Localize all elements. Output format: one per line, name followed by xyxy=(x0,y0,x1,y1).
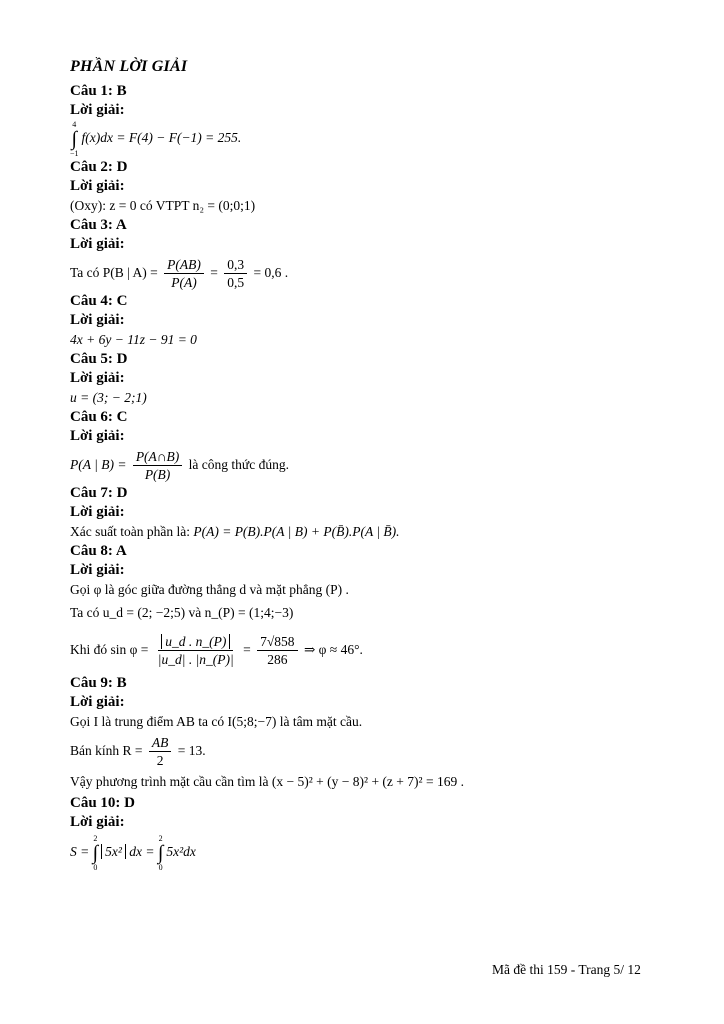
integral-sign: 4 ∫ −1 xyxy=(70,120,79,158)
question-10-solution: S = 2 ∫ 0 5x² dx = 2 ∫ 0 5x²dx xyxy=(70,833,196,872)
question-8-title: Câu 8: A xyxy=(70,543,127,559)
integral-sign: 2 ∫ 0 xyxy=(92,833,99,872)
question-7-solution-label: Lời giải: xyxy=(70,504,125,520)
fraction: $\frac{P(A\cap B)}{P(B)}$ xyxy=(133,448,182,483)
question-6-title: Câu 6: C xyxy=(70,409,128,425)
question-9-title: Câu 9: B xyxy=(70,675,127,691)
question-6-solution-label: Lời giải: xyxy=(70,428,125,444)
page-footer: Mã đề thi 159 - Trang 5/ 12 xyxy=(492,962,641,977)
fraction: $\frac{7√858}{286}$ xyxy=(257,633,297,668)
question-4-solution: 4x + 6y − 11z − 91 = 0 xyxy=(70,332,197,347)
integral-sign: 2 ∫ 0 xyxy=(157,833,164,872)
section-title: PHẦN LỜI GIẢI xyxy=(70,58,188,75)
question-5-solution: u = (3; − 2;1) xyxy=(70,390,147,405)
question-9-line-3: Vậy phương trình mặt cầu cần tìm là (x − 5)² + (y − 8)² + (z + 7)² = 169 . xyxy=(70,774,464,789)
question-4-title: Câu 4: C xyxy=(70,293,128,309)
question-8-line-2: Ta có u_d = (2; −2;5) và n_(P) = (1;4;−3) xyxy=(70,605,294,620)
fraction: $\frac{u\_d . n\_(P)}{|u\_d| . |n\_(P)|}$ xyxy=(157,634,234,668)
fraction: $\frac{0,3}{0,5}$ xyxy=(224,256,247,291)
question-2-title: Câu 2: D xyxy=(70,159,128,175)
question-7-solution: Xác suất toàn phần là: P(A) = P(B).P(A | B) + P(B̄).P(A | B̄). xyxy=(70,524,400,539)
question-5-solution-label: Lời giải: xyxy=(70,370,125,386)
question-1-solution: 4 ∫ −1 f(x)dx = F(4) − F(−1) = 255. xyxy=(70,120,242,158)
question-10-title: Câu 10: D xyxy=(70,795,136,811)
question-9-line-1: Gọi I là trung điểm AB ta có I(5;8;−7) là tâm mặt cầu. xyxy=(70,714,363,729)
fraction: $\frac{AB}{2}$ xyxy=(149,734,172,769)
question-9-solution-label: Lời giải: xyxy=(70,694,125,710)
question-2-solution: (Oxy): z = 0 có VTPT n₂ = (0;0;1) xyxy=(70,198,256,213)
question-6-solution: P(A | B) = $\frac{P(A\cap B)}{P(B)}$ là công thức đúng. xyxy=(70,449,289,483)
question-3-title: Câu 3: A xyxy=(70,217,127,233)
question-7-title: Câu 7: D xyxy=(70,485,128,501)
question-9-line-2: Bán kính R = $\frac{AB}{2}$ = 13. xyxy=(70,735,206,769)
question-3-solution-label: Lời giải: xyxy=(70,236,125,252)
question-5-title: Câu 5: D xyxy=(70,351,128,367)
question-8-line-1: Gọi φ là góc giữa đường thẳng d và mặt phẳng (P) . xyxy=(70,582,349,597)
fraction: $\frac{P(AB)}{P(A)}$ xyxy=(164,256,204,291)
question-8-solution-label: Lời giải: xyxy=(70,562,125,578)
question-3-solution: Ta có P(B | A) = $\frac{P(AB)}{P(A)}$ = $\frac{0,3}{0,5}$ = 0,6 . xyxy=(70,257,289,291)
solutions-content xyxy=(70,58,670,872)
question-2-solution-label: Lời giải: xyxy=(70,178,125,194)
question-10-solution-label: Lời giải: xyxy=(70,814,125,830)
question-8-line-3: Khi đó sin φ = $\frac{u\_d . n\_(P)}{|u\_d| . |n\_(P)|}$ = $\frac{7√858}{286}$ ⇒ φ ≈ 46°. xyxy=(70,634,363,668)
question-1-title: Câu 1: B xyxy=(70,83,127,99)
question-1-solution-label: Lời giải: xyxy=(70,102,125,118)
question-4-solution-label: Lời giải: xyxy=(70,312,125,328)
